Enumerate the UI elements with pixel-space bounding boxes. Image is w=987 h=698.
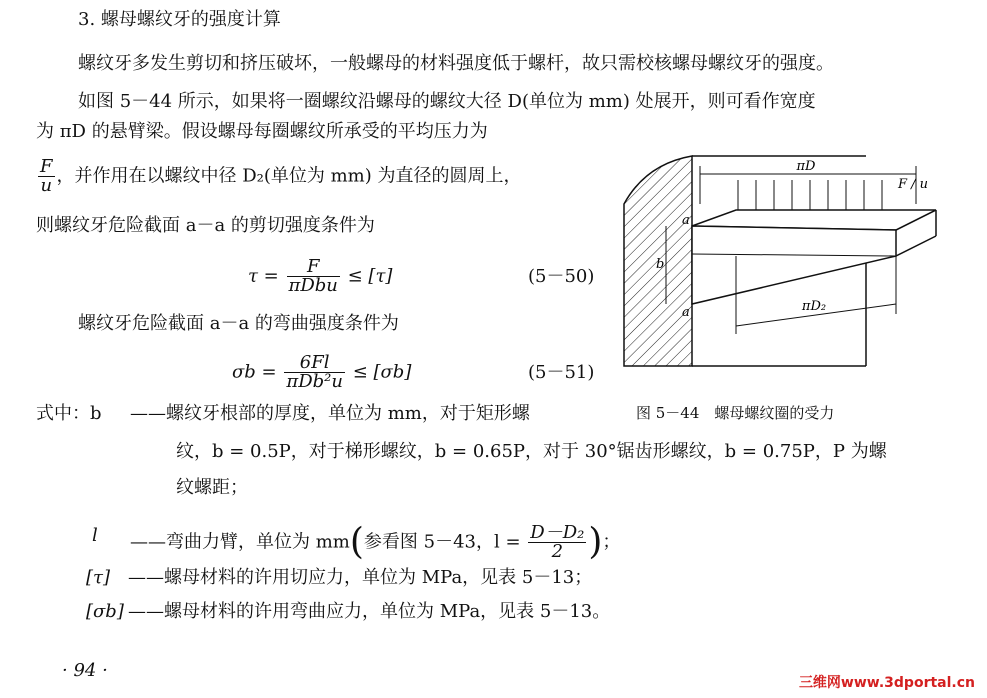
distributed-load-arrows <box>738 180 882 210</box>
paragraph-3: 螺纹牙危险截面 a－a 的弯曲强度条件为 <box>78 313 399 334</box>
paragraph-1: 螺纹牙多发生剪切和挤压破坏，一般螺母的材料强度低于螺杆，故只需校核螺母螺纹牙的强度。 <box>78 53 834 74</box>
label-pi-d2: πD₂ <box>801 299 827 314</box>
definition-b-line-2: 纹，b = 0.5P，对于梯形螺纹，b = 0.65P，对于 30°锯齿形螺纹，b = 0.75P，P 为螺 <box>176 441 887 462</box>
definition-tau-symbol: [τ] <box>86 567 111 588</box>
paragraph-2-line-3: $\frac{F}{u}$ ，并作用在以螺纹中径 D₂(单位为 mm) 为直径的圆周上， <box>40 156 522 196</box>
section-title: 3. 螺母螺纹牙的强度计算 <box>78 9 281 30</box>
label-force-per-thread: F / u <box>898 177 929 192</box>
paragraph-2-line-4: 则螺纹牙危险截面 a－a 的剪切强度条件为 <box>36 215 375 236</box>
figure-caption: 图 5－44 螺母螺纹圈的受力 <box>636 404 835 422</box>
definition-b-symbol: 式中：b <box>36 403 102 424</box>
equation-number-5-51: (5－51) <box>528 362 595 383</box>
definition-b-line-1: ——螺纹牙根部的厚度，单位为 mm，对于矩形螺 <box>130 403 530 424</box>
page-number: · 94 · <box>62 660 108 681</box>
label-a-top: a <box>682 213 690 228</box>
equation-5-51: σb = $\frac{6Fl}{\text{πDb²u}}$ ≤ [σb] <box>232 352 412 392</box>
definition-sigma-symbol: [σb] <box>86 601 124 622</box>
definition-b-line-3: 纹螺距； <box>176 477 248 498</box>
equation-5-50: τ = $\frac{F}{\text{πDbu}}$ ≤ [τ] <box>248 256 393 296</box>
paragraph-2-line-2: 为 πD 的悬臂梁。假设螺母每圈螺纹所承受的平均压力为 <box>36 121 488 142</box>
figure-5-44-diagram <box>616 144 946 380</box>
lever-arm-fraction: $\frac{\text{D－D₂}}{2}$ <box>530 522 585 562</box>
equation-number-5-50: (5－50) <box>528 266 595 287</box>
label-pi-d: πD <box>796 159 816 174</box>
watermark: 三维网www.3dportal.cn <box>798 675 975 691</box>
definition-sigma: ——螺母材料的许用弯曲应力，单位为 MPa，见表 5－13。 <box>128 601 611 622</box>
definition-tau: ——螺母材料的许用切应力，单位为 MPa，见表 5－13； <box>128 567 593 588</box>
label-b: b <box>656 257 665 272</box>
definition-l: ——弯曲力臂，单位为 mm(参看图 5－43，l = $\frac{\text{D－D₂}}{2}$ )； <box>130 521 621 563</box>
equation-5-51-fraction: $\frac{6Fl}{\text{πDb²u}}$ <box>286 352 343 392</box>
label-a-bottom: a <box>682 305 690 320</box>
definition-l-symbol: l <box>92 525 98 546</box>
equation-5-50-fraction: $\frac{F}{\text{πDbu}}$ <box>288 256 338 296</box>
force-per-thread-fraction: $\frac{F}{u}$ <box>40 156 53 196</box>
paragraph-2-line-1: 如图 5－44 所示，如果将一圈螺纹沿螺母的螺纹大径 D(单位为 mm) 处展开，则可看作宽度 <box>78 91 816 112</box>
